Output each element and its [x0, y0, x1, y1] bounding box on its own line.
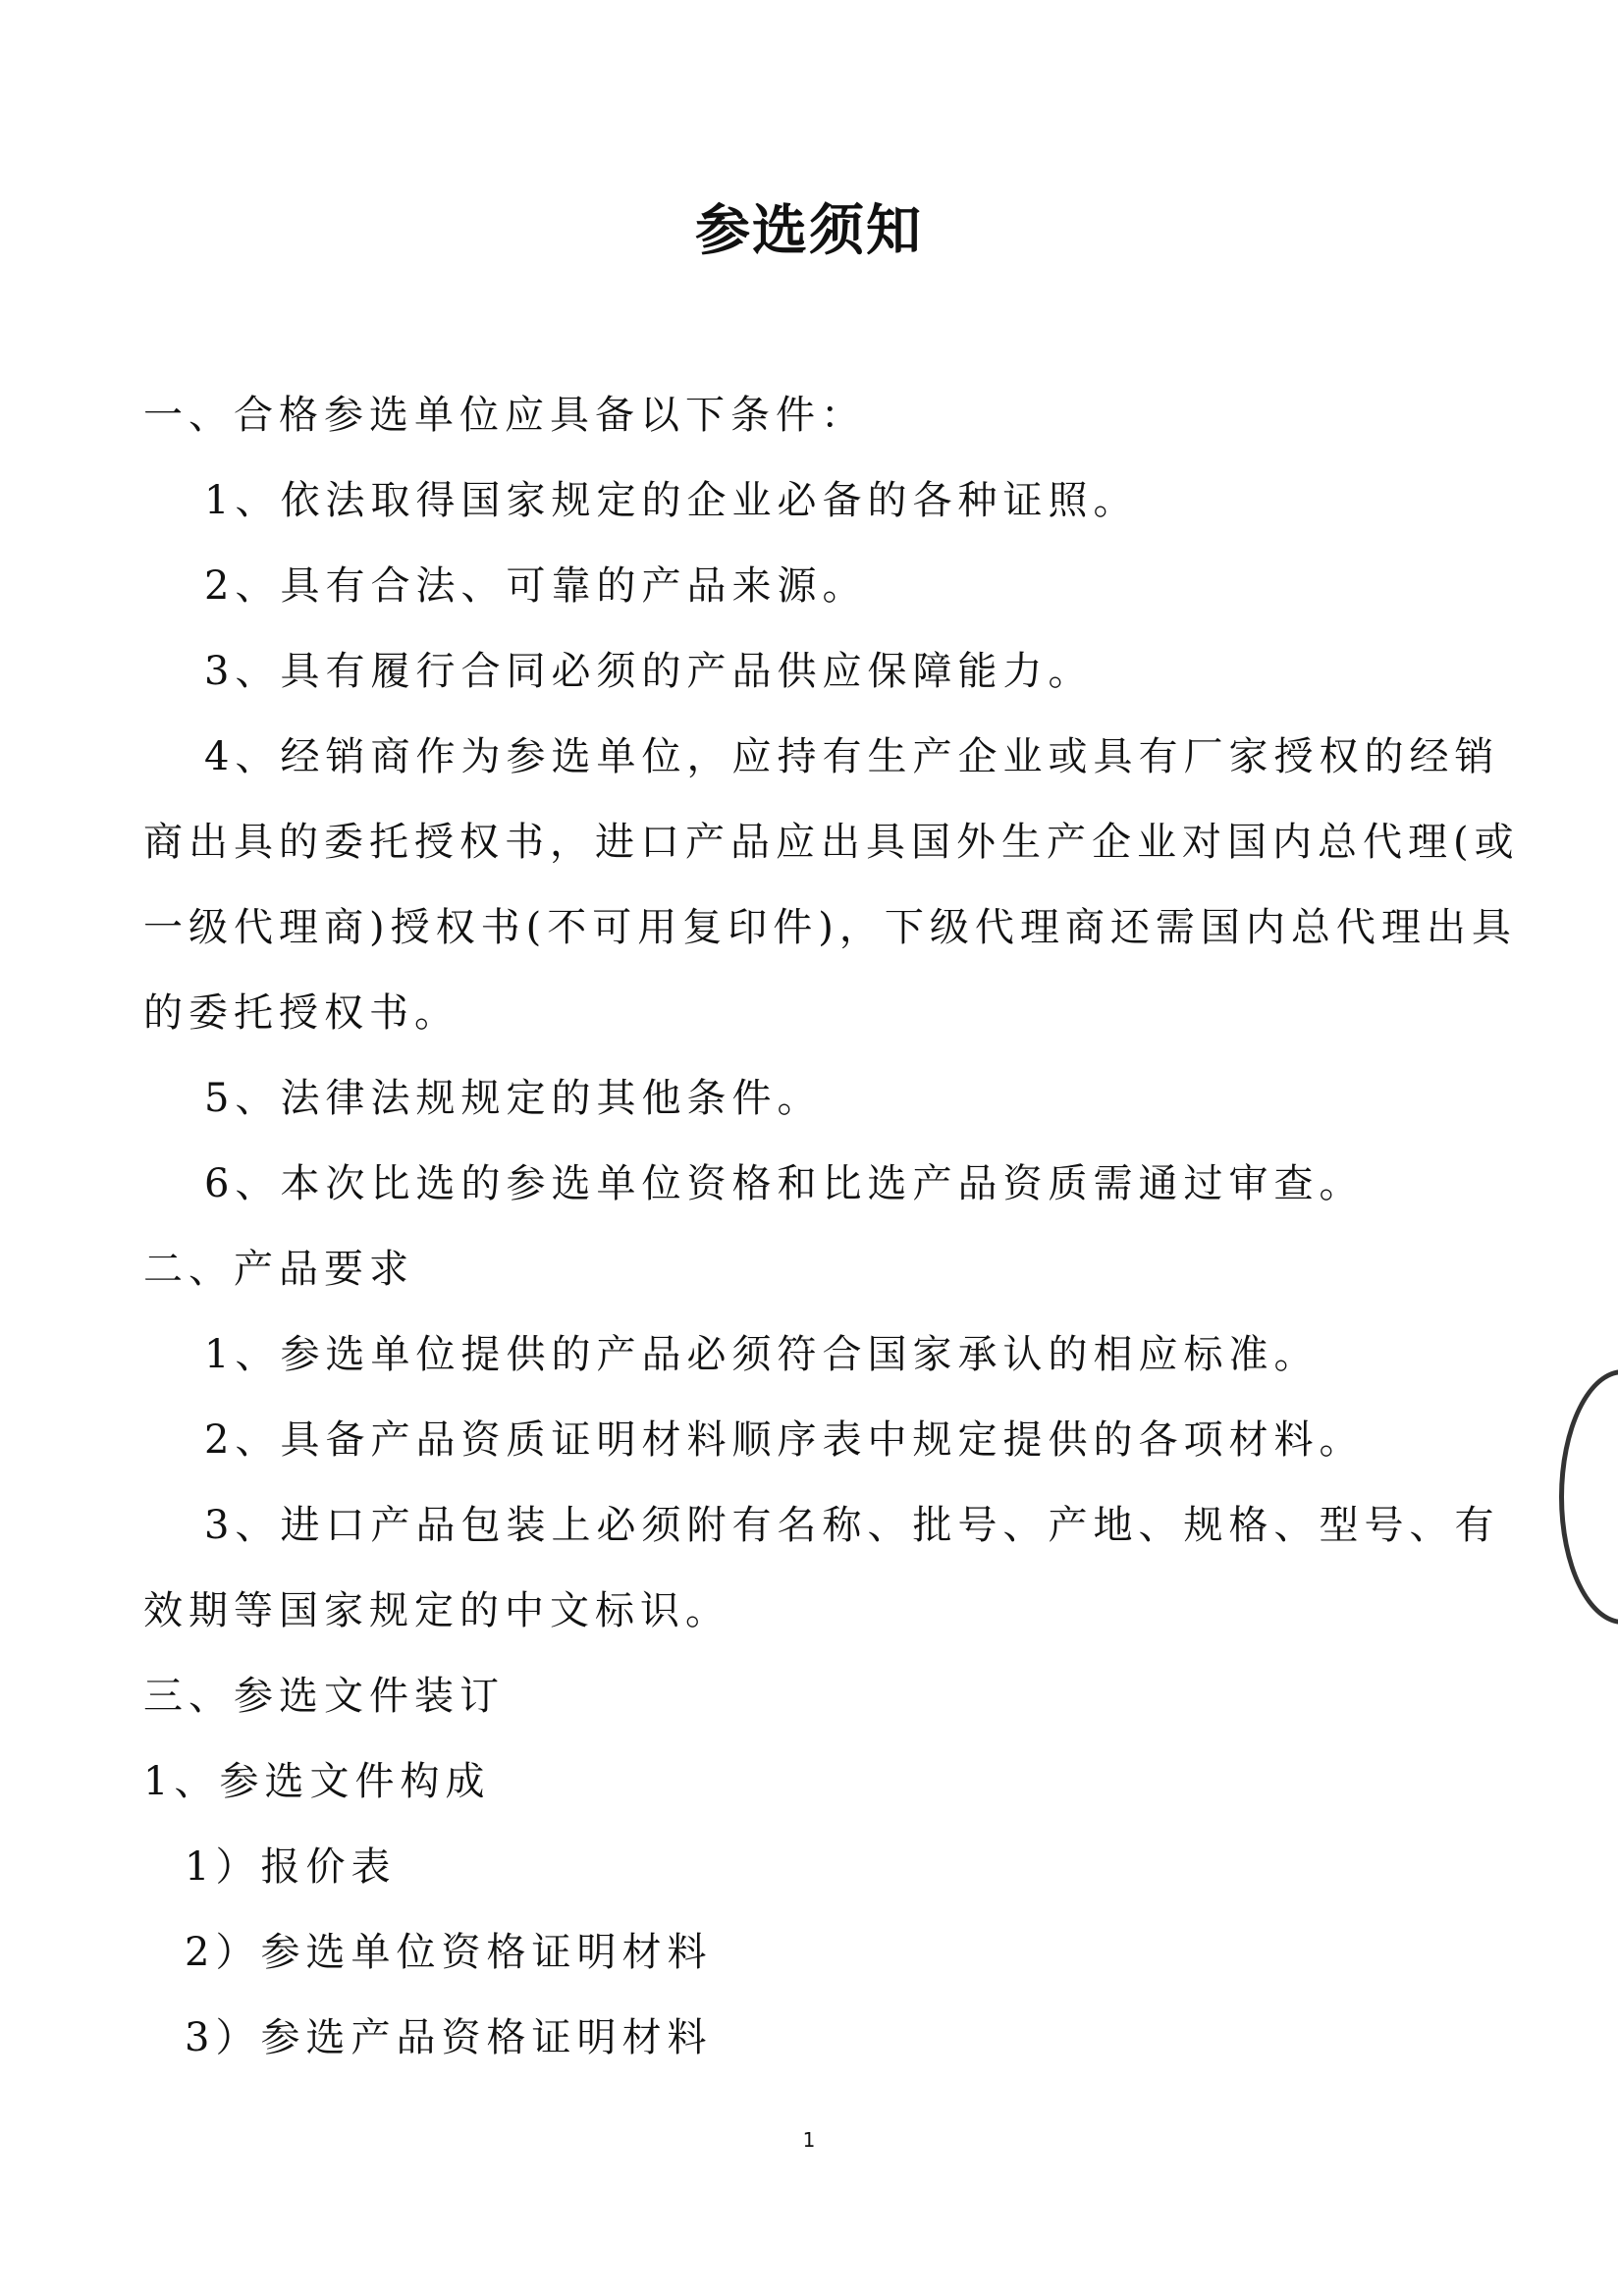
paragraph-line: 2、具备产品资质证明材料顺序表中规定提供的各项材料。	[204, 1417, 1365, 1463]
paragraph-line: 6、本次比选的参选单位资格和比选产品资质需通过审查。	[204, 1161, 1365, 1206]
paragraph-line: 效期等国家规定的中文标识。	[143, 1588, 730, 1633]
paragraph-line: 一、合格参选单位应具备以下条件：	[143, 393, 866, 438]
document-body	[143, 373, 1520, 2081]
seal-stamp-icon	[1559, 1369, 1618, 1625]
paragraph-line: 的委托授权书。	[143, 990, 459, 1036]
paragraph-line: 3、进口产品包装上必须附有名称、批号、产地、规格、型号、有	[204, 1503, 1500, 1548]
paragraph-line: 1）报价表	[185, 1844, 397, 1890]
paragraph-line: 1、依法取得国家规定的企业必备的各种证照。	[204, 478, 1139, 523]
paragraph-line: 1、参选文件构成	[143, 1759, 491, 1804]
paragraph-line: 5、法律法规规定的其他条件。	[204, 1076, 823, 1121]
paragraph-line: 商出具的委托授权书，进口产品应出具国外生产企业对国内总代理(或	[143, 820, 1520, 865]
paragraph-line: 3、具有履行合同必须的产品供应保障能力。	[204, 649, 1094, 694]
document-title: 参选须知	[695, 199, 923, 263]
paragraph-line: 2、具有合法、可靠的产品来源。	[204, 563, 868, 609]
paragraph-line: 二、产品要求	[143, 1247, 414, 1292]
paragraph-line: 3）参选产品资格证明材料	[185, 2015, 713, 2060]
paragraph-line: 三、参选文件装订	[143, 1674, 505, 1719]
paragraph-line: 4、经销商作为参选单位，应持有生产企业或具有厂家授权的经销	[204, 734, 1500, 779]
paragraph-line: 一级代理商)授权书(不可用复印件)，下级代理商还需国内总代理出具	[143, 905, 1517, 950]
page-number: 1	[802, 2128, 816, 2152]
paragraph-line: 1、参选单位提供的产品必须符合国家承认的相应标准。	[204, 1332, 1320, 1377]
paragraph-line: 2）参选单位资格证明材料	[185, 1930, 713, 1975]
